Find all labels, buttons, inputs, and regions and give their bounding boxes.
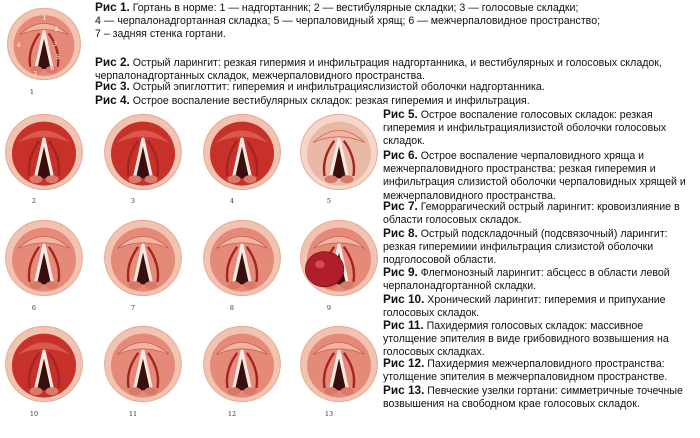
- figure-number: 10: [29, 410, 39, 418]
- caption-fig-6: [383, 149, 686, 203]
- caption-line: Острый эпиглоттит: гиперемия и инфильтрацияслизистой оболочки надгортанника.: [129, 81, 545, 93]
- larynx-figure-2: [4, 112, 84, 192]
- caption-line: Пахидермия межчерпаловидного пространства:: [424, 358, 665, 370]
- caption-line: инфильтрация слизистой оболочки черпаловидных хрящей и: [383, 176, 686, 189]
- caption-line: черпалонадгортанных складок, межчерпаловидного пространства.: [95, 70, 426, 83]
- caption-line: Пахидермия голосовых складок: массивное: [423, 320, 644, 332]
- caption-label: Рис 10.: [383, 292, 425, 306]
- caption-fig-12: [383, 357, 667, 384]
- larynx-drawing: [103, 324, 183, 404]
- caption-fig-13: [383, 384, 683, 411]
- caption-line: подголосовой области.: [383, 254, 497, 267]
- figure-number: 4: [229, 197, 235, 205]
- caption-line: резкая гиперемиии инфильтрация слизистой оболочки: [383, 241, 654, 254]
- anatomy-callout-7: 7: [33, 71, 38, 79]
- figure-number: 9: [326, 304, 332, 312]
- larynx-drawing: [202, 324, 282, 404]
- caption-line: 4 — черпалонадгортанная складка; 5 — черпаловидный хрящ; 6 — межчерпаловидное пространство;: [95, 15, 601, 28]
- caption-label: Рис 1.: [95, 0, 130, 14]
- larynx-figure-3: [103, 112, 183, 192]
- caption-line: утолщение эпителия в виде грибовидного возвышения на: [383, 333, 669, 346]
- figure-number: 11: [128, 410, 138, 418]
- larynx-drawing: [299, 112, 379, 192]
- larynx-drawing: [103, 112, 183, 192]
- caption-label: Рис 3.: [95, 79, 130, 93]
- caption-line: черпалонадгортанной складки.: [383, 280, 537, 293]
- caption-line: Гортань в норме: 1 — надгортанник; 2 — вестибулярные складки; 3 — голосовые складки;: [129, 2, 579, 14]
- figure-number: 2: [31, 197, 37, 205]
- larynx-figure-5: [299, 112, 379, 192]
- caption-fig-10: [383, 293, 666, 320]
- figure-number: 12: [227, 410, 237, 418]
- caption-label: Рис 8.: [383, 226, 418, 240]
- caption-label: Рис 12.: [383, 356, 425, 370]
- figure-number: 13: [324, 410, 334, 418]
- caption-line: Острый ларингит: резкая гипермия и инфильтрация надгортанника, и вестибулярных и голосовых складок,: [129, 57, 662, 69]
- caption-line: Хронический ларингит: гиперемия и припухание: [424, 294, 666, 306]
- caption-line: Геморрагический острый ларингит: кровоизлияние в: [417, 201, 680, 213]
- caption-line: гиперемия и инфильтрациялизистой оболочки голосовых: [383, 122, 667, 135]
- caption-line: Флегмонозный ларингит: абсцесс в области левой: [417, 267, 670, 279]
- caption-line: Певческие узелки гортани: симметричные точечные: [424, 385, 683, 397]
- caption-line: Острое воспаление черпаловидного хряща и: [417, 150, 645, 162]
- caption-fig-11: [383, 319, 669, 360]
- caption-label: Рис 5.: [383, 107, 418, 121]
- larynx-figure-12: [202, 324, 282, 404]
- larynx-figure-8: [202, 218, 282, 298]
- larynx-figure-9: [299, 218, 379, 298]
- figure-number: 5: [326, 197, 332, 205]
- caption-label: Рис 11.: [383, 318, 424, 332]
- larynx-figure-6: [4, 218, 84, 298]
- caption-line: складок.: [383, 135, 425, 148]
- larynx-drawing: [299, 324, 379, 404]
- caption-label: Рис 7.: [383, 199, 418, 213]
- caption-fig-5: [383, 108, 666, 149]
- larynx-figure-13: [299, 324, 379, 404]
- larynx-drawing: [202, 218, 282, 298]
- figure-number: 6: [31, 304, 37, 312]
- larynx-figure-7: [103, 218, 183, 298]
- caption-fig-3: [95, 80, 545, 94]
- anatomy-callout-4: 4: [16, 42, 21, 50]
- figure-number: 7: [130, 304, 136, 312]
- caption-fig-7: [383, 200, 680, 227]
- larynx-drawing: [103, 218, 183, 298]
- caption-label: Рис 9.: [383, 265, 418, 279]
- caption-label: Рис 6.: [383, 148, 418, 162]
- caption-line: возвышения на свободном крае голосовых складок.: [383, 398, 640, 411]
- larynx-figure-11: [103, 324, 183, 404]
- caption-line: голосовых складках.: [383, 346, 485, 359]
- caption-line: 7 – задняя стенка гортани.: [95, 28, 226, 41]
- caption-label: Рис 4.: [95, 93, 130, 107]
- caption-label: Рис 2.: [95, 55, 130, 69]
- larynx-drawing: [4, 324, 84, 404]
- figure-number: 8: [229, 304, 235, 312]
- figure-number: 3: [130, 197, 136, 205]
- caption-line: Острое воспаление вестибулярных складок: резкая гиперемия и инфильтрация.: [129, 95, 530, 107]
- caption-fig-4: [95, 94, 530, 108]
- caption-fig-8: [383, 227, 668, 268]
- larynx-figure-10: [4, 324, 84, 404]
- anatomy-callout-5: 5: [56, 53, 60, 61]
- caption-fig-1: [95, 1, 600, 42]
- caption-line: Острое воспаление голосовых складок: резкая: [417, 109, 653, 121]
- figure-number: 1: [29, 88, 35, 96]
- larynx-figure-1: [6, 4, 82, 84]
- caption-line: голосовых складок.: [383, 307, 480, 320]
- caption-line: утолщение эпителия в межчерпаловидном пространстве.: [383, 371, 668, 384]
- caption-line: межчерпаловидного пространства: резкая гиперемия и: [383, 163, 656, 176]
- anatomy-callout-6: 6: [50, 64, 54, 72]
- anatomy-callout-1: 1: [42, 15, 47, 23]
- caption-line: межчерпаловидного пространства.: [383, 189, 556, 202]
- larynx-drawing: [4, 112, 84, 192]
- caption-line: Острый подскладочный (подсвязочный) ларингит:: [417, 228, 668, 240]
- caption-label: Рис 13.: [383, 383, 425, 397]
- larynx-drawing: [299, 218, 379, 298]
- larynx-drawing: [4, 218, 84, 298]
- caption-fig-9: [383, 266, 670, 293]
- caption-line: области голосовых складок.: [383, 214, 522, 227]
- anatomy-callout-3: 3: [53, 40, 57, 48]
- larynx-figure-4: [202, 112, 282, 192]
- anatomy-callout-2: 2: [54, 26, 59, 34]
- larynx-drawing: [202, 112, 282, 192]
